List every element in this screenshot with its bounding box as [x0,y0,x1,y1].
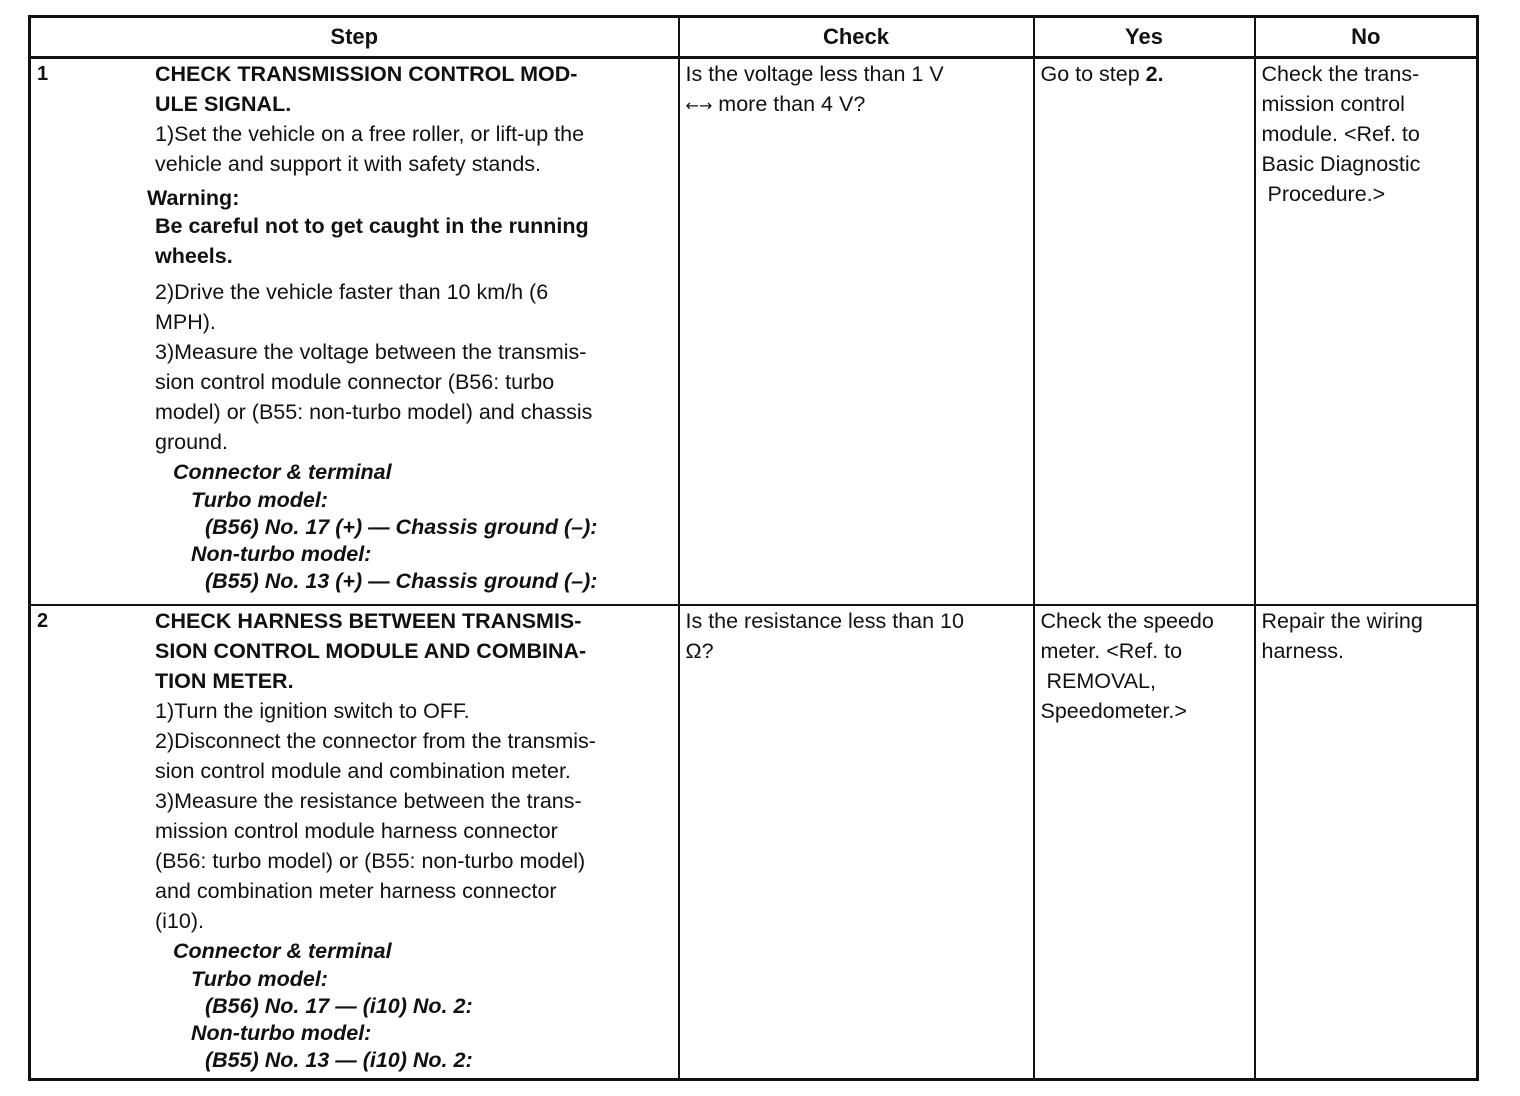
nonturbo-value: (B55) No. 13 — (i10) No. 2: [205,1048,473,1072]
step-title [155,606,674,696]
nonturbo-value: (B55) No. 13 (+) — Chassis ground (–): [205,569,598,593]
no-line: harness. [1261,639,1344,663]
step-title-line: SION CONTROL MODULE AND COMBINA- [155,639,587,663]
instruction-line: ground. [155,430,228,454]
no-line: module. <Ref. to [1261,122,1420,146]
step-instruction [155,337,674,457]
turbo-label: Turbo model: [191,967,328,991]
instruction-line: sion control module connector (B56: turbo [155,370,555,394]
turbo-label: Turbo model: [191,488,328,512]
warning-text [155,211,674,271]
step-title-line: TION METER. [155,669,294,693]
yes-line [1041,59,1248,89]
check-line: Is the voltage less than 1 V [685,62,944,86]
diagnostic-table [28,15,1479,1081]
step-body [147,59,678,595]
no-line: Repair the wiring [1261,609,1423,633]
connector-title: Connector & terminal [173,939,392,963]
check-cell [679,58,1034,606]
header-yes: Yes [1034,17,1255,58]
header-row [30,17,1478,58]
connector-title: Connector & terminal [173,460,392,484]
table-row [30,58,1478,606]
yes-cell [1034,605,1255,1080]
header-check: Check [679,17,1034,58]
instruction-line: 3)Measure the resistance between the trans- [155,789,582,813]
check-line: Ω? [685,639,714,663]
yes-line: REMOVAL, [1040,669,1156,693]
yes-cell [1034,58,1255,606]
instruction-line: 2)Disconnect the connector from the transmis- [155,729,596,753]
instruction-line: (B56: turbo model) or (B55: non-turbo model) [155,849,586,873]
instruction-line: 1)Set the vehicle on a free roller, or lift-up the [155,122,585,146]
instruction-line: (i10). [155,909,204,933]
nonturbo-label: Non-turbo model: [191,1021,372,1045]
yes-step-ref: 2. [1145,62,1164,86]
no-cell [1255,605,1478,1080]
table-row [30,605,1478,1080]
bidirectional-arrow-icon: ←→ [685,96,713,115]
step-number: 1 [37,63,49,85]
step-number: 2 [37,610,49,632]
instruction-line: MPH). [155,310,216,334]
check-line [686,89,1027,121]
check-line: Is the resistance less than 10 [685,609,964,633]
yes-line: Check the speedo [1040,609,1214,633]
warning-line: Be careful not to get caught in the running [155,214,589,238]
step-title [155,59,674,119]
step-instruction [155,119,674,179]
step-instruction [155,277,674,337]
check-cell [679,605,1034,1080]
no-line: mission control [1261,92,1405,116]
instruction-line: vehicle and support it with safety stands. [155,152,542,176]
nonturbo-label: Non-turbo model: [191,542,372,566]
warning-line: wheels. [155,244,233,268]
instruction-line: 1)Turn the ignition switch to OFF. [155,699,470,723]
yes-line: Speedometer.> [1040,699,1187,723]
warning-label: Warning: [147,186,240,210]
instruction-line: and combination meter harness connector [155,879,557,903]
step-instruction [155,696,674,936]
step-title-line: CHECK HARNESS BETWEEN TRANSMIS- [155,609,582,633]
yes-line: meter. <Ref. to [1040,639,1183,663]
step-body [155,606,678,1074]
no-cell [1255,58,1478,606]
instruction-line: mission control module harness connector [155,819,558,843]
no-line: Procedure.> [1261,182,1386,206]
check-line-rest: more than 4 V? [712,92,866,116]
step-title-line: CHECK TRANSMISSION CONTROL MOD- [155,62,578,86]
turbo-value: (B56) No. 17 (+) — Chassis ground (–): [205,515,598,539]
no-line: Basic Diagnostic [1261,152,1421,176]
step-cell [30,605,679,1080]
instruction-line: 2)Drive the vehicle faster than 10 km/h (6 [155,280,549,304]
header-step: Step [30,17,679,58]
step-title-line: ULE SIGNAL. [155,92,292,116]
yes-prefix: Go to step [1040,62,1146,86]
instruction-line: sion control module and combination meter. [155,759,571,783]
header-no: No [1255,17,1478,58]
instruction-line: model) or (B55: non-turbo model) and chassis [155,400,593,424]
no-line: Check the trans- [1261,62,1420,86]
turbo-value: (B56) No. 17 — (i10) No. 2: [205,994,473,1018]
instruction-line: 3)Measure the voltage between the transmis- [155,340,587,364]
step-cell [30,58,679,606]
